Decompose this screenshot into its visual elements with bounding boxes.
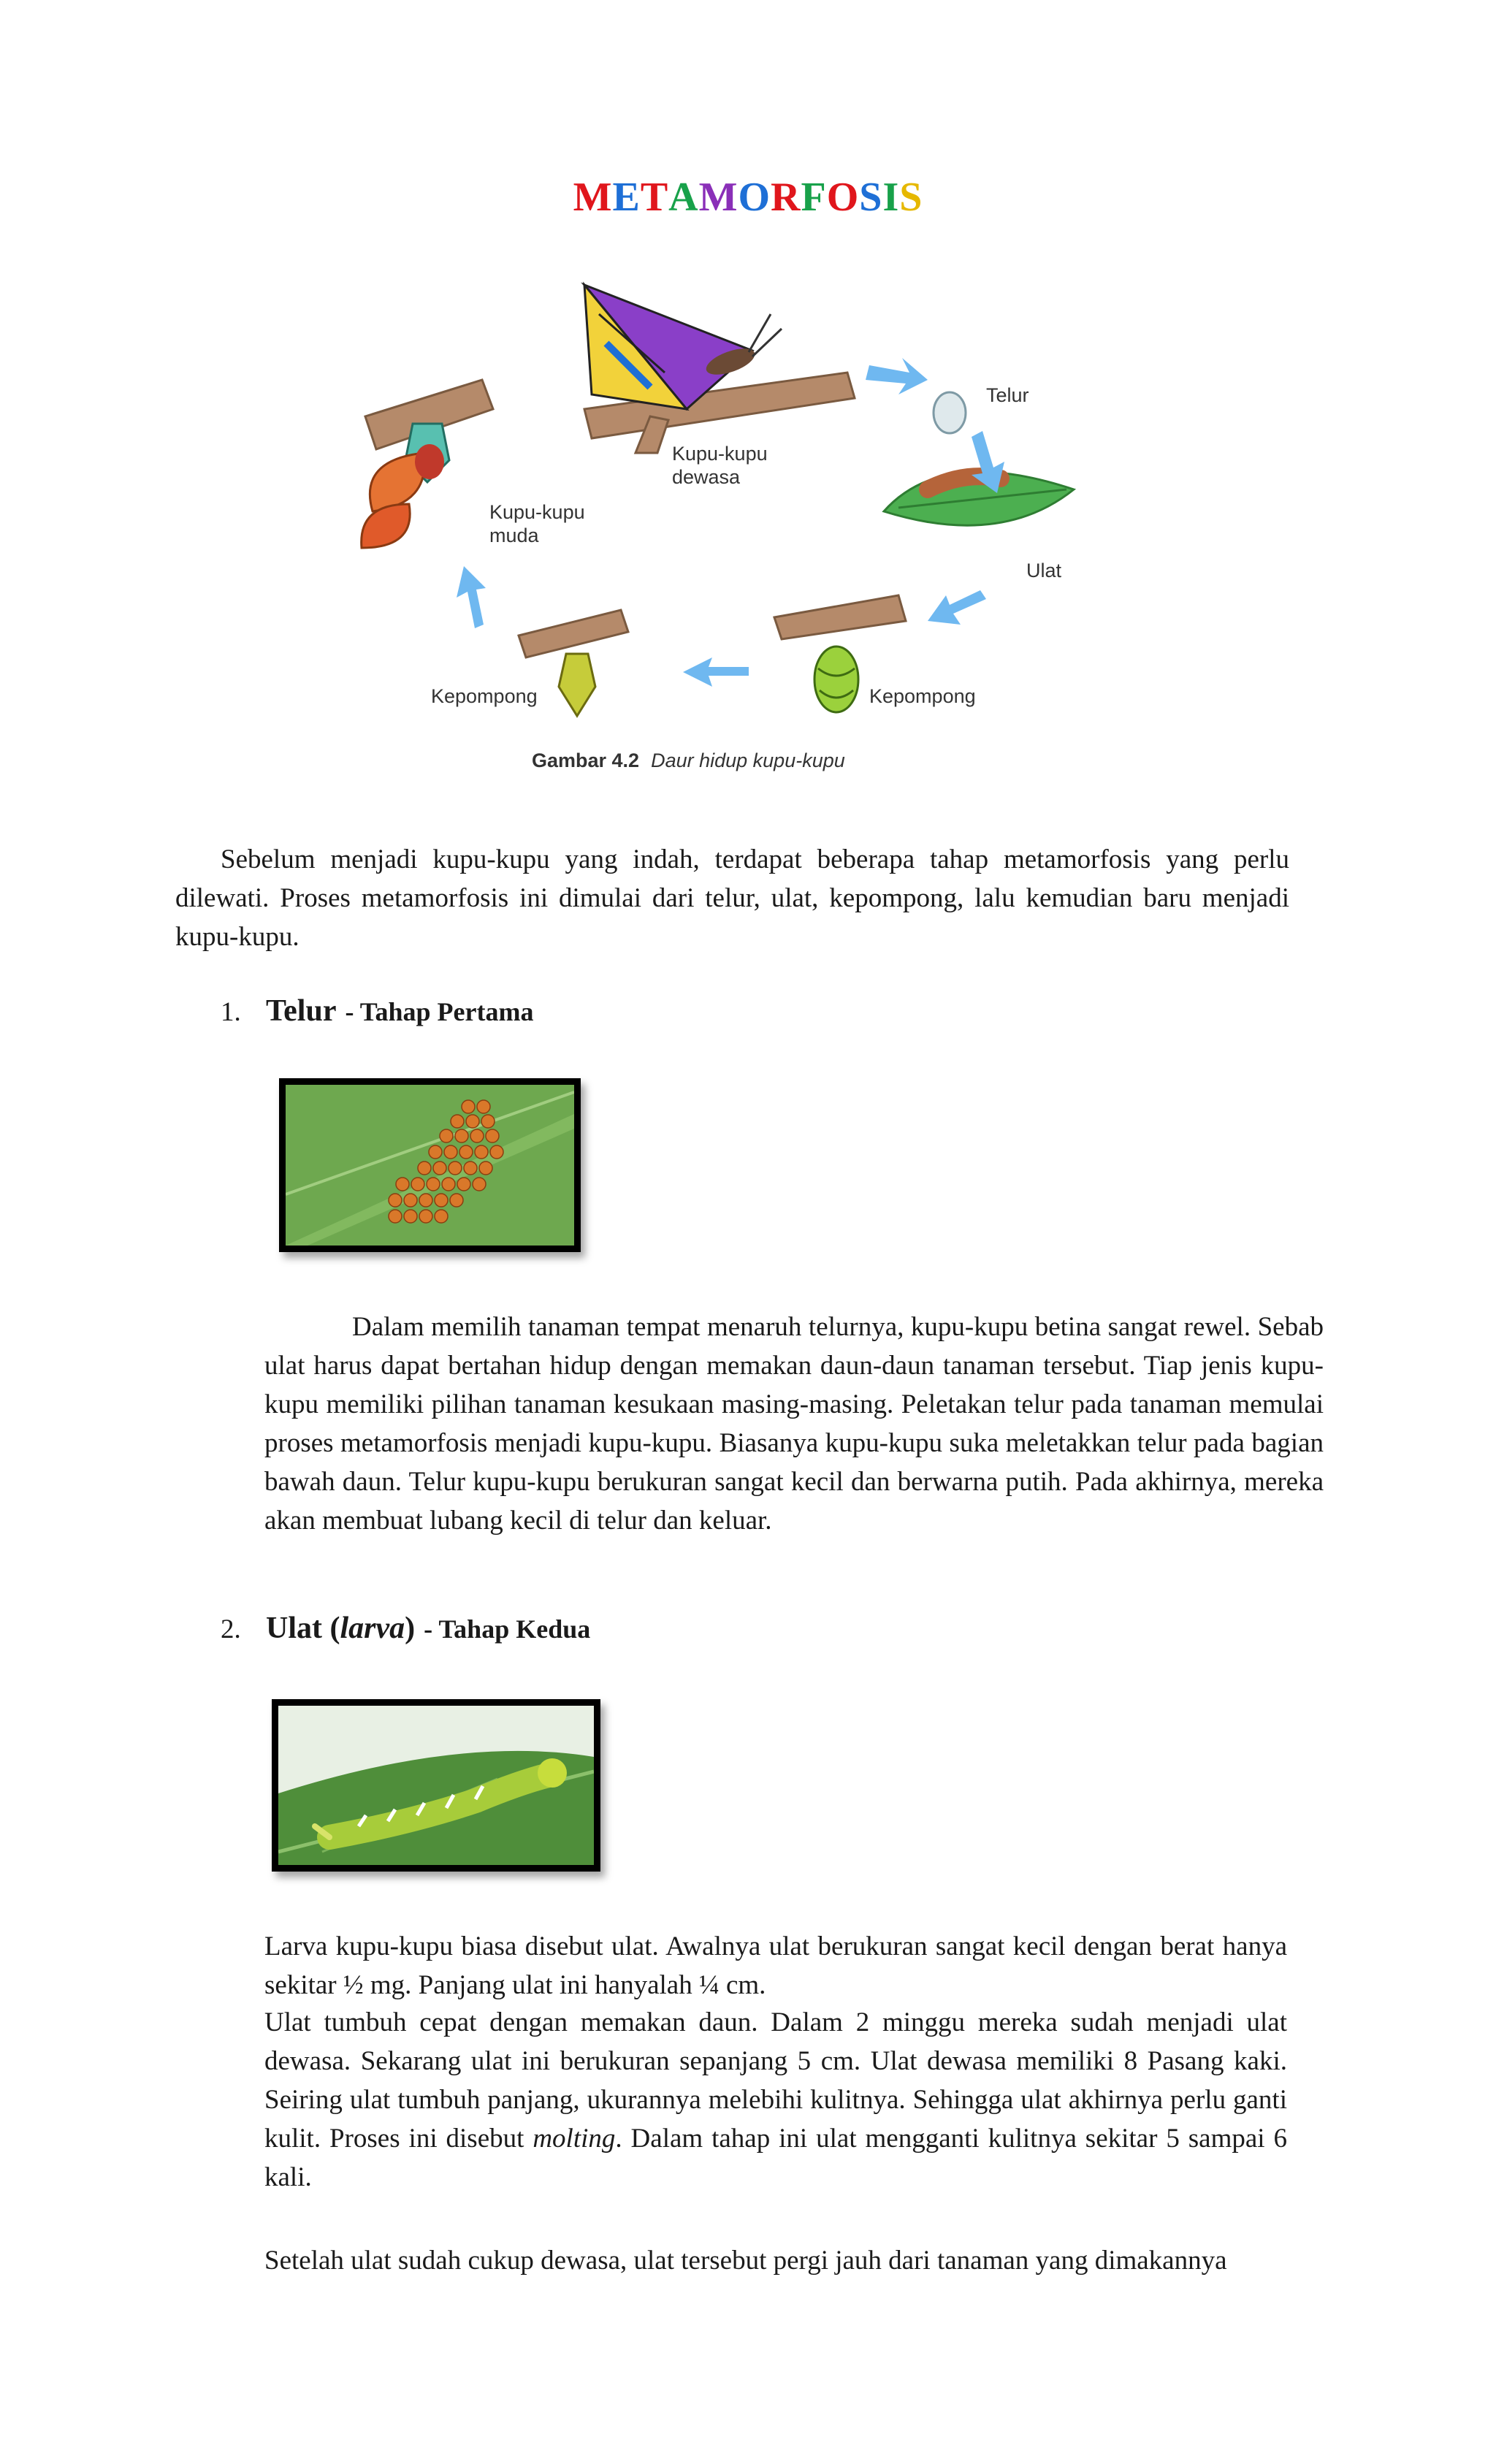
label-kupu-muda-1: Kupu-kupu <box>489 501 585 523</box>
egg-dot <box>418 1162 431 1175</box>
pupa-green-icon <box>814 646 858 712</box>
title-letter: O <box>826 175 860 220</box>
section-number: 2. <box>221 1614 241 1644</box>
egg-dot <box>404 1210 417 1223</box>
arrow-5 <box>457 566 486 628</box>
document-title <box>0 174 1496 221</box>
title-letter: I <box>882 175 900 220</box>
label-kupu-dewasa-2: dewasa <box>672 466 741 488</box>
egg-icon <box>934 392 966 433</box>
life-cycle-diagram <box>343 270 1169 796</box>
arrow-1 <box>866 358 928 394</box>
section-number: 1. <box>221 997 241 1027</box>
egg-dot <box>433 1162 446 1175</box>
egg-dot <box>419 1210 432 1223</box>
egg-dot <box>435 1194 448 1207</box>
intro-paragraph: Sebelum menjadi kupu-kupu yang indah, terdapat beberapa tahap metamorfosis yang perlu dilewati. Proses metamorfosis ini dimulai dari telur, ulat, kepompong, lalu kemudian baru menjadi kupu-kupu. <box>175 844 1289 952</box>
egg-dot <box>451 1115 464 1128</box>
section-title: Telur <box>266 994 337 1028</box>
arrow-3 <box>928 590 986 625</box>
title-letter: T <box>640 175 669 220</box>
title-letter: A <box>668 175 699 220</box>
egg-dot <box>419 1194 432 1207</box>
egg-dot <box>435 1210 448 1223</box>
egg-dot <box>444 1145 457 1159</box>
egg-dot <box>481 1115 495 1128</box>
section-heading-telur <box>221 993 533 1029</box>
egg-dot <box>462 1100 475 1113</box>
chrysalis-icon <box>559 654 595 716</box>
branch-bottom-right <box>774 595 906 639</box>
egg-dot <box>470 1129 484 1143</box>
label-kepompong-left: Kepompong <box>431 685 538 707</box>
title-letter: M <box>698 175 739 220</box>
section-subtitle: - Tahap Pertama <box>345 997 534 1026</box>
title-letter: R <box>771 175 801 220</box>
egg-dot <box>477 1100 490 1113</box>
egg-dot <box>389 1194 402 1207</box>
egg-dot <box>396 1178 409 1191</box>
ulat-paragraph-1: Larva kupu-kupu biasa disebut ulat. Awalnya ulat berukuran sangat kecil dengan berat hanya sekitar ½ mg. Panjang ulat ini hanyalah ¼ cm. <box>264 1931 1287 2000</box>
egg-dot <box>449 1162 462 1175</box>
ulat-paragraph-3: Setelah ulat sudah cukup dewasa, ulat tersebut pergi jauh dari tanaman yang dimakannya <box>264 2246 1227 2276</box>
egg-dot <box>459 1145 473 1159</box>
label-kupu-muda-2: muda <box>489 525 539 546</box>
egg-dot <box>427 1178 440 1191</box>
title-letter: O <box>738 175 771 220</box>
egg-dot <box>450 1194 463 1207</box>
egg-dot <box>479 1162 492 1175</box>
branch-bottom-left <box>519 610 628 657</box>
egg-dot <box>440 1129 453 1143</box>
title-letter: M <box>573 175 613 220</box>
caterpillar-photo <box>272 1699 600 1872</box>
title-letter: S <box>859 175 883 220</box>
egg-dot <box>389 1210 402 1223</box>
section-heading-ulat <box>221 1611 590 1646</box>
label-telur: Telur <box>986 384 1029 406</box>
egg-dot <box>455 1129 468 1143</box>
eggs-photo <box>279 1078 581 1252</box>
title-letter: F <box>801 175 827 220</box>
egg-dot <box>411 1178 424 1191</box>
diagram-caption: Gambar 4.2 Daur hidup kupu-kupu <box>532 750 845 771</box>
egg-dot <box>429 1145 442 1159</box>
title-letter: S <box>899 175 923 220</box>
label-ulat: Ulat <box>1026 560 1062 581</box>
label-kepompong-right: Kepompong <box>869 685 976 707</box>
ulat-paragraph-2: Ulat tumbuh cepat dengan memakan daun. Dalam 2 minggu mereka sudah menjadi ulat dewasa. Sekarang ulat ini berukuran sepanjang 5 cm. Ulat dewasa memiliki 8 Pasang kaki. Seiring ulat tumbuh panjang, ukurannya melebihi kulitnya. Sehingga ulat akhirnya perlu ganti kulit. Proses ini disebut molting. Dalam tahap ini ulat mengganti kulitnya sekitar 5 sampai 6 kali. <box>264 2007 1287 2192</box>
egg-dot <box>457 1178 470 1191</box>
egg-dot <box>404 1194 417 1207</box>
egg-dot <box>486 1129 499 1143</box>
egg-dot <box>473 1178 486 1191</box>
egg-dot <box>442 1178 455 1191</box>
egg-dot <box>490 1145 503 1159</box>
egg-dot <box>464 1162 477 1175</box>
label-kupu-dewasa-1: Kupu-kupu <box>672 443 768 465</box>
egg-dot <box>475 1145 488 1159</box>
arrow-4 <box>683 657 749 687</box>
title-letter: E <box>612 175 641 220</box>
telur-paragraph: Dalam memilih tanaman tempat menaruh telurnya, kupu-kupu betina sangat rewel. Sebab ulat harus dapat bertahan hidup dengan memakan daun-daun tanaman tersebut. Tiap jenis kupu-kupu memiliki pilihan tanaman kesukaan masing-masing. Peletakan telur pada tanaman memulai proses metamorfosis menjadi kupu-kupu. Biasanya kupu-kupu suka meletakkan telur pada bagian bawah daun. Telur kupu-kupu berukuran sangat kecil dan berwarna putih. Pada akhirnya, mereka akan membuat lubang kecil di telur dan keluar. <box>264 1312 1324 1536</box>
section-title: Ulat (larva) <box>266 1611 416 1645</box>
egg-dot <box>466 1115 479 1128</box>
section-subtitle: - Tahap Kedua <box>424 1614 591 1644</box>
